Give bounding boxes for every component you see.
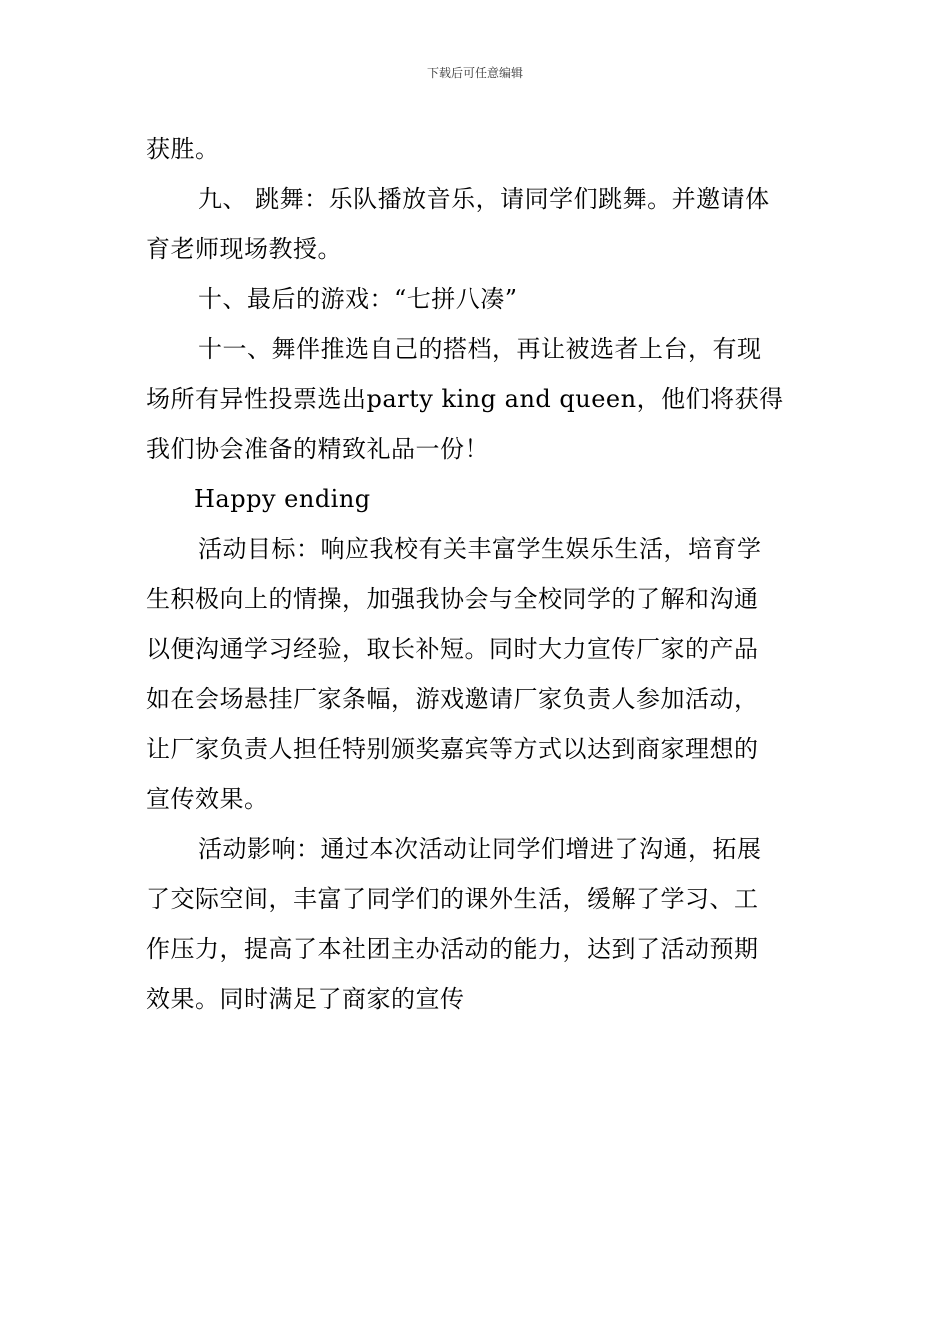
- body-line: 让厂家负责人担任特别颁奖嘉宾等方式以达到商家理想的: [146, 735, 759, 763]
- body-line: 十、最后的游戏：“七拼八凑”: [198, 285, 518, 313]
- body-line: 十一、舞伴推选自己的搭档，再让被选者上台，有现: [198, 335, 762, 363]
- body-line: 场所有异性投票选出party king and queen，他们将获得: [146, 385, 784, 413]
- body-line: 了交际空间，丰富了同学们的课外生活，缓解了学习、工: [146, 885, 759, 913]
- page-header: 下载后可任意编辑: [426, 66, 523, 80]
- body-line: 作压力，提高了本社团主办活动的能力，达到了活动预期: [146, 935, 759, 963]
- body-line: Happy ending: [194, 485, 371, 513]
- document-body: [146, 124, 808, 1024]
- body-line: 宣传效果。: [146, 785, 269, 813]
- body-line: 以便沟通学习经验，取长补短。同时大力宣传厂家的产品: [146, 635, 759, 663]
- body-line: 生积极向上的情操，加强我协会与全校同学的了解和沟通: [146, 585, 759, 613]
- body-line: 活动目标：响应我校有关丰富学生娱乐生活，培育学: [198, 535, 762, 563]
- body-line: 获胜。: [146, 135, 220, 163]
- body-line: 我们协会准备的精致礼品一份！: [146, 435, 489, 463]
- body-line: 九、 跳舞：乐队播放音乐，请同学们跳舞。并邀请体: [198, 185, 770, 213]
- body-line: 如在会场悬挂厂家条幅，游戏邀请厂家负责人参加活动，: [146, 685, 759, 713]
- body-line: 活动影响：通过本次活动让同学们增进了沟通，拓展: [198, 835, 762, 863]
- body-line: 育老师现场教授。: [146, 235, 342, 263]
- body-line: 效果。同时满足了商家的宣传: [146, 985, 465, 1013]
